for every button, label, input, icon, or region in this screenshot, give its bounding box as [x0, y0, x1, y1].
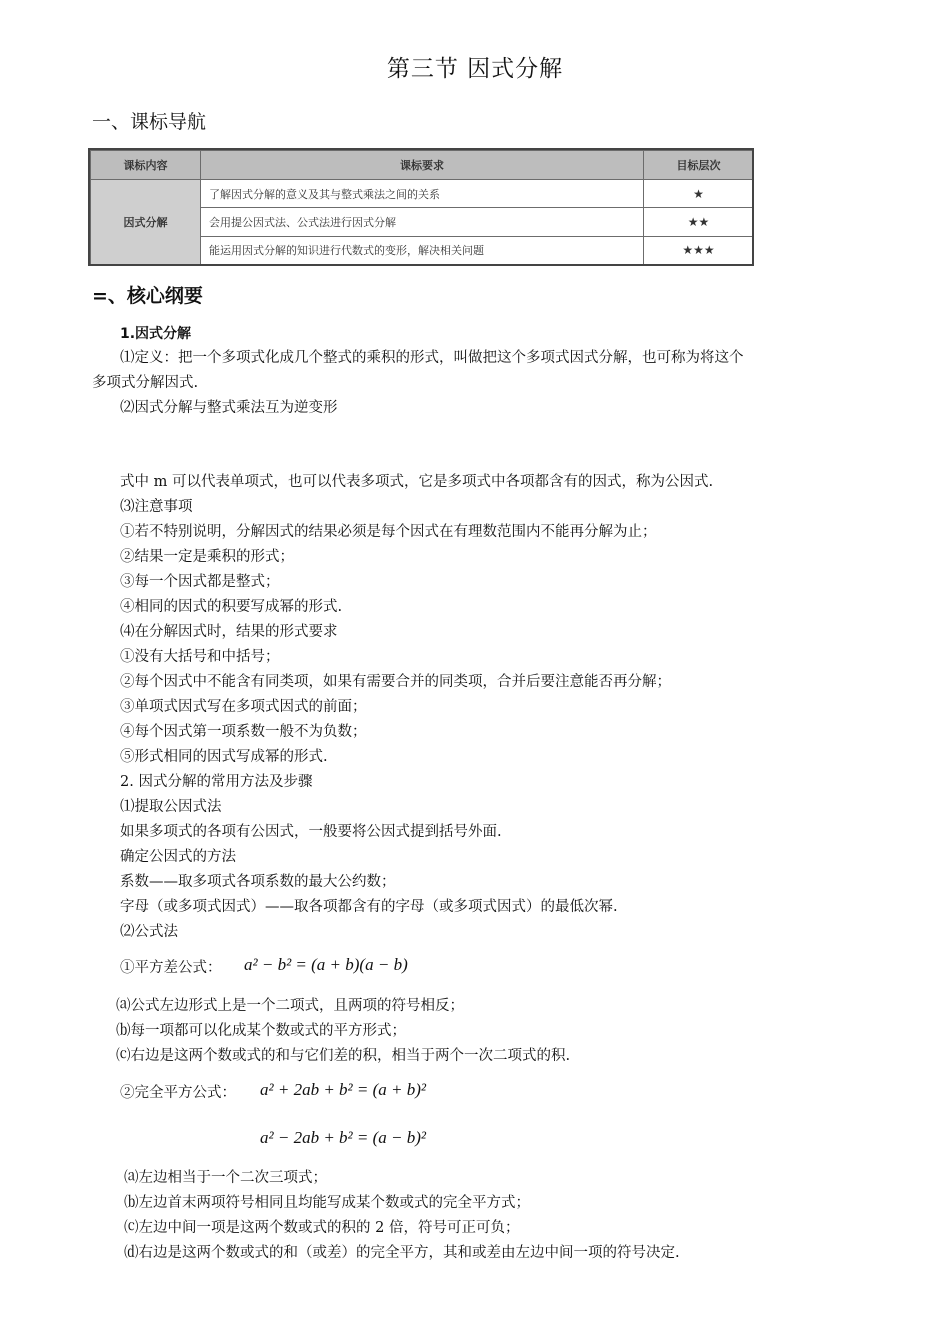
ps-note-a: ⒜左边相当于一个二次三项式；: [124, 1170, 327, 1186]
ps-note-d: ⒟右边是这两个数或式的和（或差）的完全平方，其和或差由左边中间一项的符号决定.: [124, 1245, 680, 1261]
table-level-cell: ★★: [644, 208, 754, 236]
extract-factor-line-4: 字母（或多项式因式）——取各项都含有的字母（或多项式因式）的最低次幂.: [120, 899, 618, 915]
common-factor-line: 式中 m 可以代表单项式，也可以代表多项式，它是多项式中各项都含有的因式，称为公因式.: [120, 474, 714, 490]
standards-table: [90, 150, 754, 265]
note-item-4: ④相同的因式的积要写成幂的形式.: [120, 599, 343, 615]
inverse-line: ⑵因式分解与整式乘法互为逆变形: [120, 400, 338, 416]
table-level-cell: ★★★: [644, 236, 754, 264]
perfect-square-label: ②完全平方公式：: [120, 1085, 236, 1101]
methods-heading: 2. 因式分解的常用方法及步骤: [120, 774, 313, 790]
table-level-cell: ★: [644, 180, 754, 208]
table-requirement-cell: 会用提公因式法、公式法进行因式分解: [201, 208, 644, 236]
dos-note-a: ⒜公式左边形式上是一个二项式，且两项的符号相反；: [116, 998, 464, 1014]
difference-of-squares-label: ①平方差公式：: [120, 960, 222, 976]
section-heading-core: =、核心纲要: [92, 285, 203, 307]
extract-factor-line-2: 确定公因式的方法: [120, 849, 236, 865]
note-item-1: ①若不特别说明，分解因式的结果必须是每个因式在有理数范围内不能再分解为止；: [120, 524, 657, 540]
form-item-1: ①没有大括号和中括号；: [120, 649, 280, 665]
form-item-4: ④每个因式第一项系数一般不为负数；: [120, 724, 367, 740]
notes-heading: ⑶注意事项: [120, 499, 193, 515]
table-header-requirement: 课标要求: [201, 151, 644, 180]
difference-of-squares-formula: a² − b² = (a + b)(a − b): [244, 955, 408, 974]
dos-note-b: ⒝每一项都可以化成某个数或式的平方形式；: [116, 1023, 406, 1039]
table-header-level: 目标层次: [644, 151, 754, 180]
ps-note-b: ⒝左边首末两项符号相同且均能写成某个数或式的完全平方式；: [124, 1195, 530, 1211]
extract-factor-line-3: 系数——取多项式各项系数的最大公约数；: [120, 874, 396, 890]
perfect-square-formula-minus: a² − 2ab + b² = (a − b)²: [260, 1128, 426, 1147]
note-item-2: ②结果一定是乘积的形式；: [120, 549, 294, 565]
form-item-5: ⑤形式相同的因式写成幂的形式.: [120, 749, 328, 765]
form-item-2: ②每个因式中不能含有同类项，如果有需要合并的同类项，合并后要注意能否再分解；: [120, 674, 671, 690]
section-heading-standards: 一、课标导航: [92, 111, 207, 133]
table-requirement-cell: 能运用因式分解的知识进行代数式的变形，解决相关问题: [201, 236, 644, 264]
table-header-row: [91, 151, 754, 180]
definition-line-2: 多项式分解因式.: [92, 375, 199, 391]
ps-note-c: ⒞左边中间一项是这两个数或式的积的 2 倍，符号可正可负；: [124, 1220, 520, 1236]
perfect-square-formula-plus: a² + 2ab + b² = (a + b)²: [260, 1080, 426, 1099]
definition-line-1: ⑴定义：把一个多项式化成几个整式的乘积的形式，叫做把这个多项式因式分解，也可称为将这个: [120, 350, 744, 366]
extract-factor-line-1: 如果多项式的各项有公因式，一般要将公因式提到括号外面.: [120, 824, 502, 840]
table-header-content: 课标内容: [91, 151, 201, 180]
form-heading: ⑷在分解因式时，结果的形式要求: [120, 624, 338, 640]
dos-note-c: ⒞右边是这两个数或式的和与它们差的积，相当于两个一次二项式的积.: [116, 1048, 571, 1064]
subheading-factorization: 1.因式分解: [120, 326, 192, 342]
form-item-3: ③单项式因式写在多项式因式的前面；: [120, 699, 367, 715]
table-requirement-cell: 了解因式分解的意义及其与整式乘法之间的关系: [201, 180, 644, 208]
extract-factor-heading: ⑴提取公因式法: [120, 799, 222, 815]
page-title: 第三节 因式分解: [386, 56, 564, 82]
note-item-3: ③每一个因式都是整式；: [120, 574, 280, 590]
formula-method-heading: ⑵公式法: [120, 924, 178, 940]
table-topic-cell: 因式分解: [91, 180, 201, 265]
table-row: [91, 180, 754, 208]
